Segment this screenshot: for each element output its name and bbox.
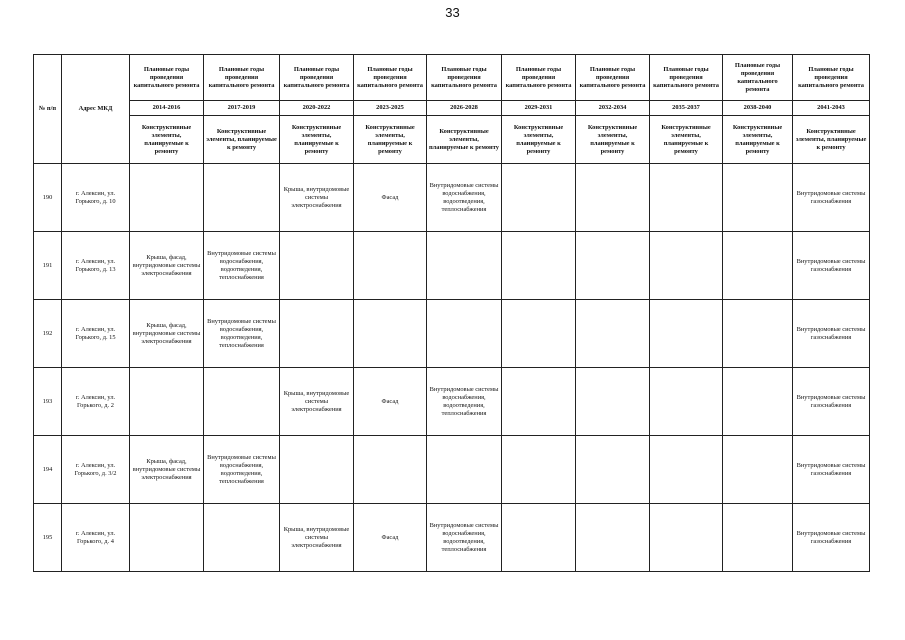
- repair-elements-cell: [354, 232, 427, 300]
- elements-header: Конструктивные элементы, планируемые к ремонту: [354, 116, 427, 164]
- table-row: [34, 436, 870, 504]
- repair-elements-cell: Внутридомовые системы водоснабжения, водоотведения, теплоснабжения: [204, 300, 280, 368]
- header-row-elements: [34, 116, 870, 164]
- repair-elements-cell: Внутридомовые системы водоснабжения, водоотведения, теплоснабжения: [427, 504, 502, 572]
- repair-elements-cell: Внутридомовые системы водоснабжения, водоотведения, теплоснабжения: [204, 436, 280, 504]
- period-header: 2035-2037: [650, 101, 723, 116]
- repair-elements-cell: Крыша, фасад, внутридомовые системы электроснабжения: [130, 436, 204, 504]
- elements-header: Конструктивные элементы, планируемые к ремонту: [280, 116, 354, 164]
- repair-elements-cell: [650, 300, 723, 368]
- row-number-cell: 190: [34, 164, 62, 232]
- repair-elements-cell: [502, 504, 576, 572]
- repair-elements-cell: [650, 436, 723, 504]
- repair-elements-cell: Внутридомовые системы газоснабжения: [793, 232, 870, 300]
- planned-years-header: Плановые годы проведения капитального ремонта: [280, 55, 354, 101]
- repair-elements-cell: [427, 436, 502, 504]
- row-number-cell: 195: [34, 504, 62, 572]
- repair-elements-cell: [130, 164, 204, 232]
- repair-elements-cell: [502, 164, 576, 232]
- repair-elements-cell: [427, 300, 502, 368]
- repair-elements-cell: [204, 504, 280, 572]
- repair-elements-cell: [723, 300, 793, 368]
- period-header: 2017-2019: [204, 101, 280, 116]
- address-cell: г. Алексин, ул. Горького, д. 2: [62, 368, 130, 436]
- repair-elements-cell: Крыша, внутридомовые системы электроснабжения: [280, 164, 354, 232]
- planned-years-header: Плановые годы проведения капитального ремонта: [130, 55, 204, 101]
- repair-elements-cell: [650, 504, 723, 572]
- period-header: 2038-2040: [723, 101, 793, 116]
- repair-elements-cell: [502, 232, 576, 300]
- planned-years-header: Плановые годы проведения капитального ремонта: [793, 55, 870, 101]
- repair-elements-cell: [502, 368, 576, 436]
- repair-elements-cell: Крыша, внутридомовые системы электроснабжения: [280, 504, 354, 572]
- period-header: 2020-2022: [280, 101, 354, 116]
- repair-elements-cell: [650, 368, 723, 436]
- period-header: 2032-2034: [576, 101, 650, 116]
- repair-elements-cell: [354, 436, 427, 504]
- repair-elements-cell: Внутридомовые системы водоснабжения, водоотведения, теплоснабжения: [427, 164, 502, 232]
- repair-elements-cell: Внутридомовые системы газоснабжения: [793, 504, 870, 572]
- repair-elements-cell: [576, 232, 650, 300]
- planned-years-header: Плановые годы проведения капитального ремонта: [427, 55, 502, 101]
- repair-elements-cell: [204, 368, 280, 436]
- period-header: 2023-2025: [354, 101, 427, 116]
- repair-elements-cell: [130, 368, 204, 436]
- elements-header: Конструктивные элементы, планируемые к ремонту: [723, 116, 793, 164]
- repair-elements-cell: Фасад: [354, 164, 427, 232]
- repair-elements-cell: [723, 436, 793, 504]
- elements-header: Конструктивные элементы, планируемые к ремонту: [793, 116, 870, 164]
- repair-elements-cell: [427, 232, 502, 300]
- address-cell: г. Алексин, ул. Горького, д. 13: [62, 232, 130, 300]
- repair-elements-cell: [280, 436, 354, 504]
- planned-years-header: Плановые годы проведения капитального ремонта: [502, 55, 576, 101]
- repair-elements-cell: Внутридомовые системы водоснабжения, водоотведения, теплоснабжения: [204, 232, 280, 300]
- repair-elements-cell: Крыша, внутридомовые системы электроснабжения: [280, 368, 354, 436]
- period-header: 2014-2016: [130, 101, 204, 116]
- repair-elements-cell: [650, 232, 723, 300]
- repair-elements-cell: [502, 300, 576, 368]
- repair-elements-cell: [723, 232, 793, 300]
- planned-years-header: Плановые годы проведения капитального ремонта: [723, 55, 793, 101]
- table-row: [34, 164, 870, 232]
- period-header: 2029-2031: [502, 101, 576, 116]
- row-number-cell: 194: [34, 436, 62, 504]
- repair-elements-cell: Крыша, фасад, внутридомовые системы электроснабжения: [130, 300, 204, 368]
- repair-elements-cell: [723, 504, 793, 572]
- page-number: 33: [445, 5, 460, 20]
- repair-elements-cell: Внутридомовые системы водоснабжения, водоотведения, теплоснабжения: [427, 368, 502, 436]
- elements-header: Конструктивные элементы, планируемые к ремонту: [502, 116, 576, 164]
- repair-elements-cell: [280, 300, 354, 368]
- elements-header: Конструктивные элементы, планируемые к ремонту: [204, 116, 280, 164]
- header-row-periods: [34, 101, 870, 116]
- address-cell: г. Алексин, ул. Горького, д. 4: [62, 504, 130, 572]
- repair-elements-cell: [723, 164, 793, 232]
- repair-elements-cell: Внутридомовые системы газоснабжения: [793, 368, 870, 436]
- repair-elements-cell: [576, 300, 650, 368]
- repair-elements-cell: Внутридомовые системы газоснабжения: [793, 436, 870, 504]
- row-number-cell: 191: [34, 232, 62, 300]
- period-header: 2026-2028: [427, 101, 502, 116]
- repair-elements-cell: Фасад: [354, 504, 427, 572]
- repair-elements-cell: [723, 368, 793, 436]
- repair-elements-cell: [502, 436, 576, 504]
- repair-elements-cell: Внутридомовые системы газоснабжения: [793, 164, 870, 232]
- elements-header: Конструктивные элементы, планируемые к ремонту: [427, 116, 502, 164]
- elements-header: Конструктивные элементы, планируемые к ремонту: [576, 116, 650, 164]
- repair-elements-cell: [204, 164, 280, 232]
- header-row-planned-years: [34, 55, 870, 101]
- planned-years-header: Плановые годы проведения капитального ремонта: [650, 55, 723, 101]
- planned-years-header: Плановые годы проведения капитального ремонта: [204, 55, 280, 101]
- repair-elements-cell: [130, 504, 204, 572]
- elements-header: Конструктивные элементы, планируемые к ремонту: [130, 116, 204, 164]
- address-cell: г. Алексин, ул. Горького, д. 15: [62, 300, 130, 368]
- capital-repair-table: [33, 54, 870, 572]
- repair-elements-cell: Фасад: [354, 368, 427, 436]
- table-row: [34, 368, 870, 436]
- table-row: [34, 300, 870, 368]
- repair-elements-cell: [576, 436, 650, 504]
- repair-elements-cell: [576, 164, 650, 232]
- repair-elements-cell: Крыша, фасад, внутридомовые системы электроснабжения: [130, 232, 204, 300]
- period-header: 2041-2043: [793, 101, 870, 116]
- repair-elements-cell: [576, 504, 650, 572]
- repair-elements-cell: Внутридомовые системы газоснабжения: [793, 300, 870, 368]
- repair-elements-cell: [354, 300, 427, 368]
- planned-years-header: Плановые годы проведения капитального ремонта: [354, 55, 427, 101]
- row-number-cell: 192: [34, 300, 62, 368]
- num-header: № п/п: [34, 55, 62, 164]
- address-header: Адрес МКД: [62, 55, 130, 164]
- address-cell: г. Алексин, ул. Горького, д. 10: [62, 164, 130, 232]
- table-row: [34, 504, 870, 572]
- repair-elements-cell: [280, 232, 354, 300]
- row-number-cell: 193: [34, 368, 62, 436]
- repair-elements-cell: [576, 368, 650, 436]
- repair-elements-cell: [650, 164, 723, 232]
- address-cell: г. Алексин, ул. Горького, д. 3/2: [62, 436, 130, 504]
- table-row: [34, 232, 870, 300]
- planned-years-header: Плановые годы проведения капитального ремонта: [576, 55, 650, 101]
- elements-header: Конструктивные элементы, планируемые к ремонту: [650, 116, 723, 164]
